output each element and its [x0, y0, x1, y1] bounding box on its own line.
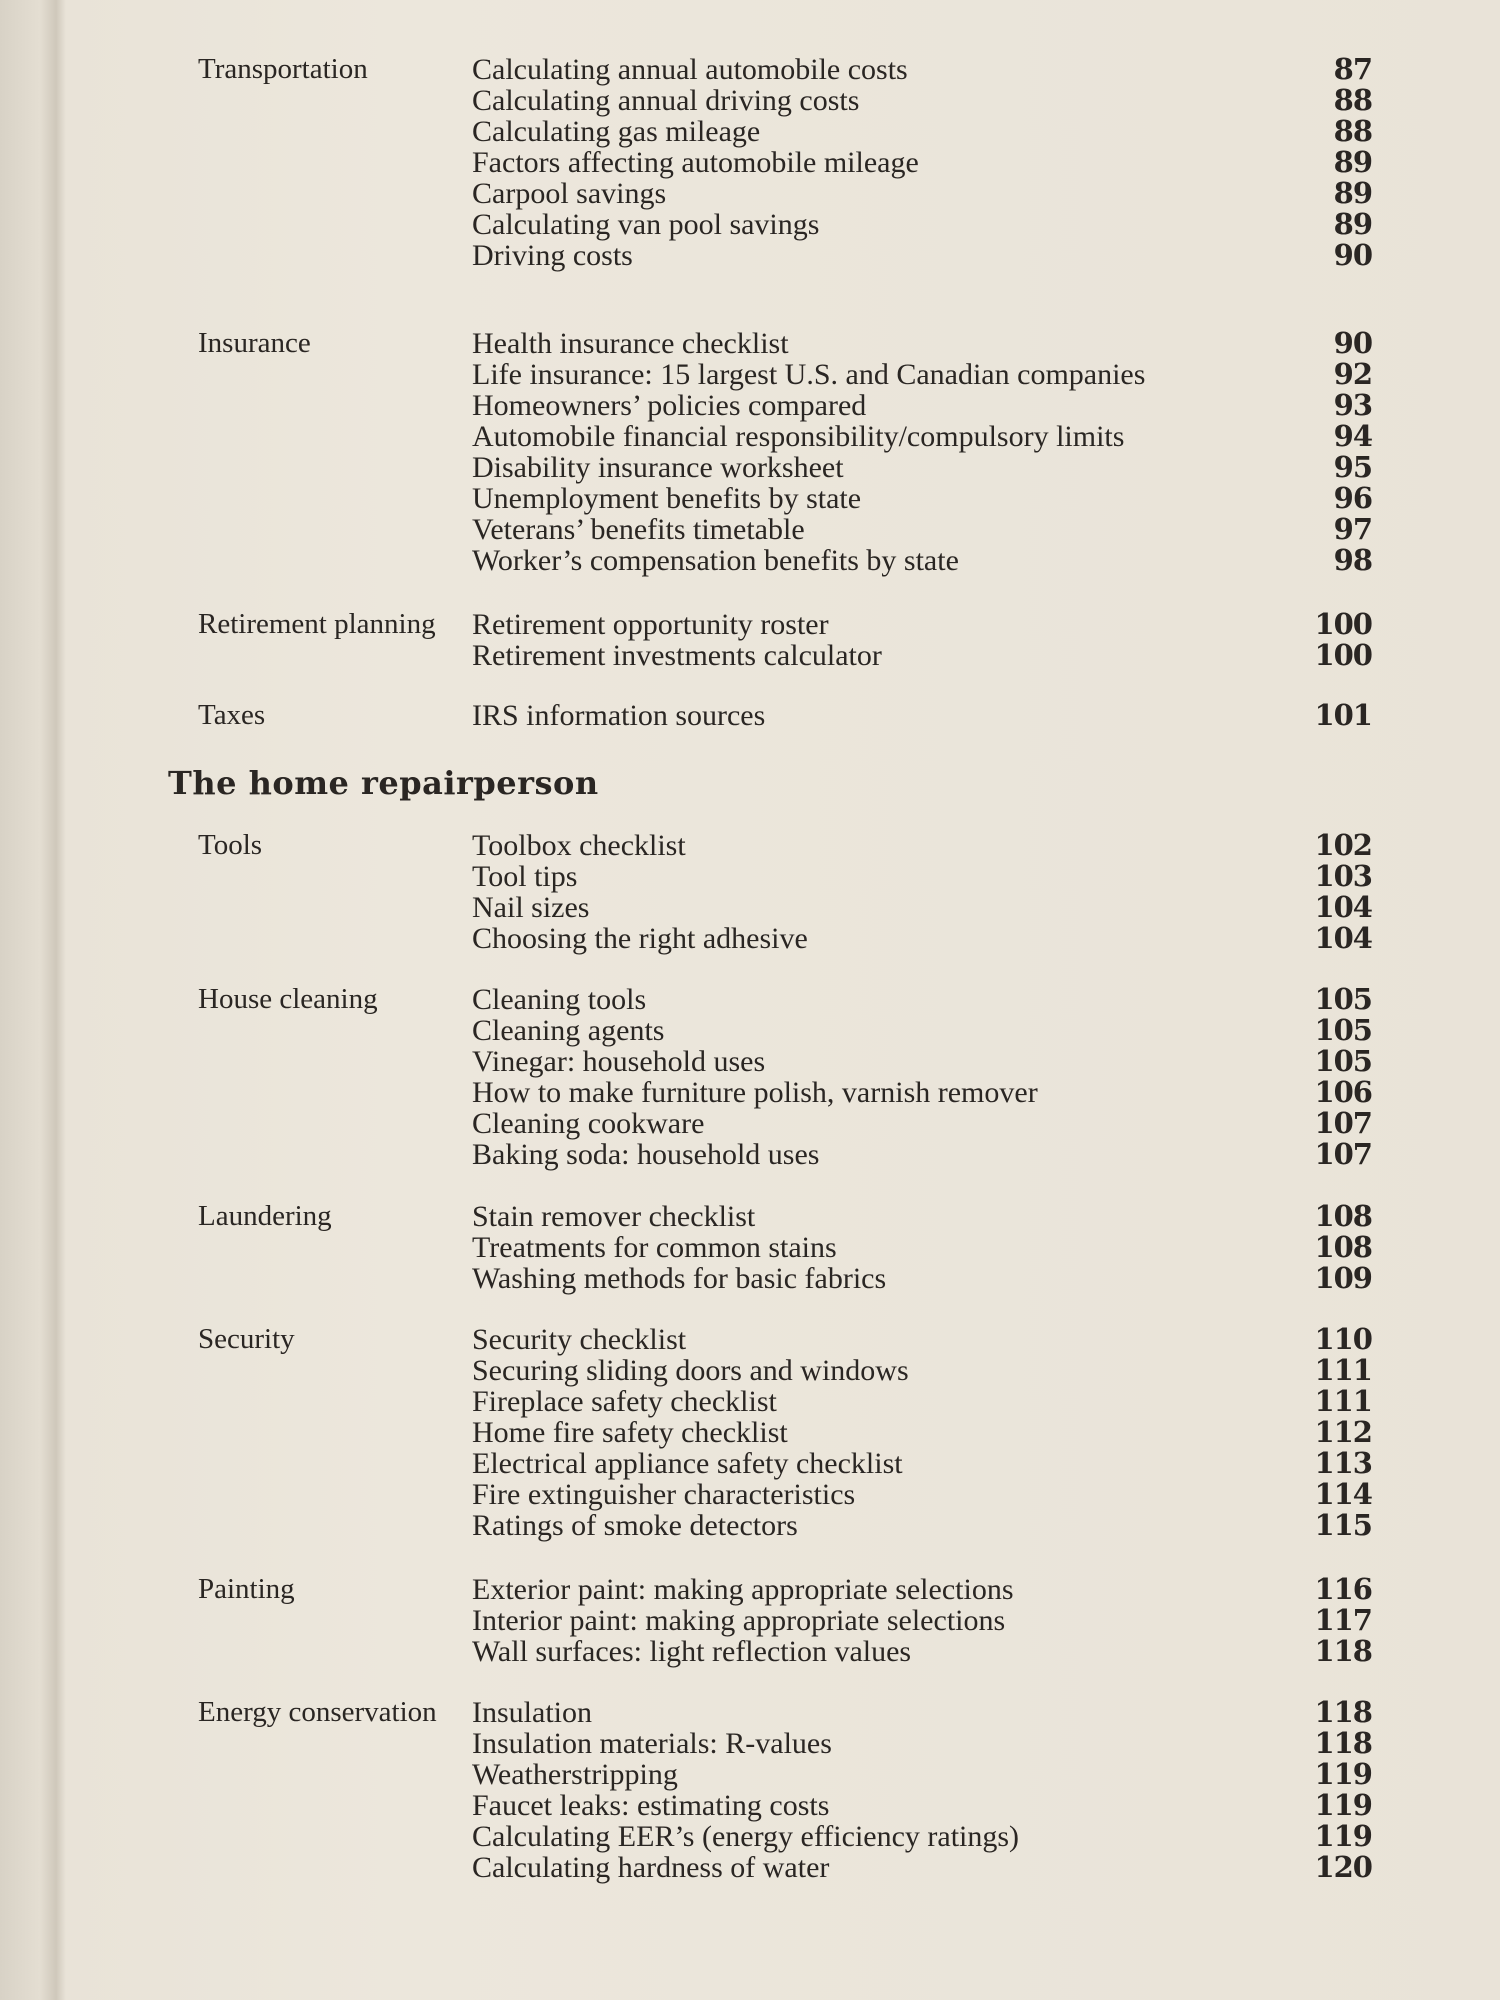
toc-entry — [472, 892, 1372, 923]
toc-entry — [472, 85, 1372, 116]
entry-page-number: 90 — [1333, 238, 1372, 272]
entry-page-number: 118 — [1314, 1726, 1372, 1760]
entry-title: Worker’s compensation benefits by state — [472, 544, 959, 577]
entry-page-number: 101 — [1314, 698, 1372, 732]
entry-title: Washing methods for basic fabrics — [472, 1262, 887, 1295]
toc-entry — [472, 1386, 1372, 1417]
entry-page-number: 88 — [1333, 83, 1372, 117]
entry-title: Weatherstripping — [472, 1758, 678, 1791]
section-category: Laundering — [198, 1200, 332, 1232]
entry-list — [472, 328, 1372, 576]
entry-page-number: 105 — [1314, 982, 1372, 1016]
toc-entry — [472, 861, 1372, 892]
toc-entry — [472, 1324, 1372, 1355]
entry-title: Wall surfaces: light reflection values — [472, 1635, 912, 1668]
entry-page-number: 88 — [1333, 114, 1372, 148]
entry-title: Exterior paint: making appropriate selections — [472, 1573, 1014, 1606]
toc-entry — [472, 1417, 1372, 1448]
entry-page-number: 107 — [1314, 1106, 1372, 1140]
entry-title: Calculating annual automobile costs — [472, 53, 908, 86]
entry-page-number: 90 — [1333, 326, 1372, 360]
entry-title: Calculating gas mileage — [472, 115, 761, 148]
entry-title: Homeowners’ policies compared — [472, 389, 867, 422]
entry-title: Fireplace safety checklist — [472, 1385, 777, 1418]
entry-title: Retirement investments calculator — [472, 639, 882, 672]
entry-title: Disability insurance worksheet — [472, 451, 844, 484]
entry-page-number: 102 — [1314, 828, 1372, 862]
toc-entry — [472, 209, 1372, 240]
toc-entry — [472, 1759, 1372, 1790]
toc-entry — [472, 359, 1372, 390]
section-category: Retirement planning — [198, 608, 436, 640]
entry-page-number: 116 — [1314, 1572, 1372, 1606]
entry-page-number: 119 — [1314, 1819, 1372, 1853]
toc-entry — [472, 923, 1372, 954]
toc-entry — [472, 1852, 1372, 1883]
entry-page-number: 98 — [1333, 543, 1372, 577]
toc-entry — [472, 54, 1372, 85]
toc-entry — [472, 545, 1372, 576]
entry-list — [472, 1574, 1372, 1667]
section-category: Tools — [198, 829, 263, 861]
entry-page-number: 89 — [1333, 176, 1372, 210]
entry-title: Treatments for common stains — [472, 1231, 837, 1264]
entry-page-number: 89 — [1333, 207, 1372, 241]
entry-page-number: 112 — [1314, 1415, 1372, 1449]
entry-page-number: 118 — [1314, 1634, 1372, 1668]
toc-entry — [472, 609, 1372, 640]
entry-title: Toolbox checklist — [472, 829, 686, 862]
entry-title: Cleaning tools — [472, 983, 647, 1016]
entry-title: Insulation — [472, 1696, 592, 1729]
entry-page-number: 89 — [1333, 145, 1372, 179]
toc-entry — [472, 452, 1372, 483]
entry-page-number: 106 — [1314, 1075, 1372, 1109]
toc-entry — [472, 1015, 1372, 1046]
toc-entry — [472, 1263, 1372, 1294]
entry-title: Health insurance checklist — [472, 327, 789, 360]
entry-title: Calculating annual driving costs — [472, 84, 860, 117]
section-category: Security — [198, 1323, 295, 1355]
toc-entry — [472, 390, 1372, 421]
toc-entry — [472, 178, 1372, 209]
toc-entry — [472, 984, 1372, 1015]
section-heading: The home repairperson — [168, 764, 599, 802]
section-category: Taxes — [198, 699, 266, 731]
entry-page-number: 104 — [1314, 921, 1372, 955]
entry-list — [472, 1324, 1372, 1541]
entry-title: Choosing the right adhesive — [472, 922, 808, 955]
entry-title: Factors affecting automobile mileage — [472, 146, 919, 179]
toc-entry — [472, 1448, 1372, 1479]
entry-page-number: 111 — [1314, 1353, 1372, 1387]
toc-entry — [472, 514, 1372, 545]
entry-page-number: 96 — [1333, 481, 1372, 515]
entry-title: Nail sizes — [472, 891, 590, 924]
toc-entry — [472, 1574, 1372, 1605]
toc-entry — [472, 1201, 1372, 1232]
toc-entry — [472, 1790, 1372, 1821]
entry-page-number: 111 — [1314, 1384, 1372, 1418]
section-category: House cleaning — [198, 983, 378, 1015]
entry-title: Tool tips — [472, 860, 578, 893]
entry-page-number: 94 — [1333, 419, 1372, 453]
entry-list — [472, 1201, 1372, 1294]
entry-title: Calculating EER’s (energy efficiency ratings) — [472, 1820, 1020, 1853]
toc-entry — [472, 1355, 1372, 1386]
entry-title: Baking soda: household uses — [472, 1138, 820, 1171]
entry-title: Vinegar: household uses — [472, 1045, 766, 1078]
entry-title: IRS information sources — [472, 699, 766, 732]
entry-title: Calculating hardness of water — [472, 1851, 830, 1884]
toc-entry — [472, 1636, 1372, 1667]
entry-page-number: 92 — [1333, 357, 1372, 391]
toc-entry — [472, 1605, 1372, 1636]
section-category: Insurance — [198, 327, 311, 359]
section-category: Energy conservation — [198, 1696, 437, 1728]
entry-page-number: 87 — [1333, 52, 1372, 86]
entry-page-number: 104 — [1314, 890, 1372, 924]
entry-title: Electrical appliance safety checklist — [472, 1447, 903, 1480]
entry-page-number: 103 — [1314, 859, 1372, 893]
entry-list — [472, 830, 1372, 954]
entry-title: Driving costs — [472, 239, 633, 272]
toc-entry — [472, 1697, 1372, 1728]
toc-entry — [472, 700, 1372, 731]
entry-page-number: 114 — [1314, 1477, 1372, 1511]
entry-page-number: 108 — [1314, 1230, 1372, 1264]
section-category: Painting — [198, 1573, 295, 1605]
entry-page-number: 100 — [1314, 638, 1372, 672]
toc-entry — [472, 240, 1372, 271]
entry-page-number: 93 — [1333, 388, 1372, 422]
toc-entry — [472, 421, 1372, 452]
entry-title: Automobile financial responsibility/compulsory limits — [472, 420, 1125, 453]
entry-list — [472, 54, 1372, 271]
entry-title: Stain remover checklist — [472, 1200, 756, 1233]
toc-entry — [472, 1108, 1372, 1139]
entry-page-number: 105 — [1314, 1013, 1372, 1047]
entry-page-number: 108 — [1314, 1199, 1372, 1233]
entry-page-number: 105 — [1314, 1044, 1372, 1078]
entry-page-number: 120 — [1314, 1850, 1372, 1884]
toc-entry — [472, 1232, 1372, 1263]
entry-title: Security checklist — [472, 1323, 687, 1356]
toc-entry — [472, 328, 1372, 359]
entry-title: Cleaning cookware — [472, 1107, 705, 1140]
entry-page-number: 95 — [1333, 450, 1372, 484]
entry-list — [472, 984, 1372, 1170]
entry-page-number: 119 — [1314, 1757, 1372, 1791]
entry-page-number: 117 — [1314, 1603, 1372, 1637]
toc-entry — [472, 483, 1372, 514]
toc-entry — [472, 830, 1372, 861]
toc-entry — [472, 1077, 1372, 1108]
entry-title: Faucet leaks: estimating costs — [472, 1789, 830, 1822]
entry-list — [472, 1697, 1372, 1883]
toc-entry — [472, 1479, 1372, 1510]
entry-page-number: 118 — [1314, 1695, 1372, 1729]
entry-page-number: 107 — [1314, 1137, 1372, 1171]
entry-title: Ratings of smoke detectors — [472, 1509, 798, 1542]
entry-title: Calculating van pool savings — [472, 208, 820, 241]
toc-entry — [472, 1046, 1372, 1077]
toc-entry — [472, 1510, 1372, 1541]
entry-title: Securing sliding doors and windows — [472, 1354, 909, 1387]
entry-list — [472, 700, 1372, 731]
entry-page-number: 119 — [1314, 1788, 1372, 1822]
toc-entry — [472, 1139, 1372, 1170]
toc-entry — [472, 640, 1372, 671]
entry-title: Fire extinguisher characteristics — [472, 1478, 856, 1511]
entry-title: Home fire safety checklist — [472, 1416, 788, 1449]
entry-page-number: 97 — [1333, 512, 1372, 546]
entry-title: Interior paint: making appropriate selections — [472, 1604, 1006, 1637]
toc-entry — [472, 1728, 1372, 1759]
toc-entry — [472, 1821, 1372, 1852]
entry-title: Carpool savings — [472, 177, 667, 210]
entry-page-number: 113 — [1314, 1446, 1372, 1480]
toc-entry — [472, 116, 1372, 147]
entry-title: How to make furniture polish, varnish remover — [472, 1076, 1038, 1109]
entry-title: Cleaning agents — [472, 1014, 665, 1047]
entry-title: Veterans’ benefits timetable — [472, 513, 805, 546]
entry-page-number: 110 — [1314, 1322, 1372, 1356]
entry-title: Life insurance: 15 largest U.S. and Canadian companies — [472, 358, 1146, 391]
section-category: Transportation — [198, 53, 368, 85]
entry-title: Unemployment benefits by state — [472, 482, 862, 515]
entry-title: Retirement opportunity roster — [472, 608, 829, 641]
entry-title: Insulation materials: R-values — [472, 1727, 832, 1760]
entry-page-number: 109 — [1314, 1261, 1372, 1295]
toc-entry — [472, 147, 1372, 178]
entry-page-number: 115 — [1314, 1508, 1372, 1542]
entry-list — [472, 609, 1372, 671]
entry-page-number: 100 — [1314, 607, 1372, 641]
